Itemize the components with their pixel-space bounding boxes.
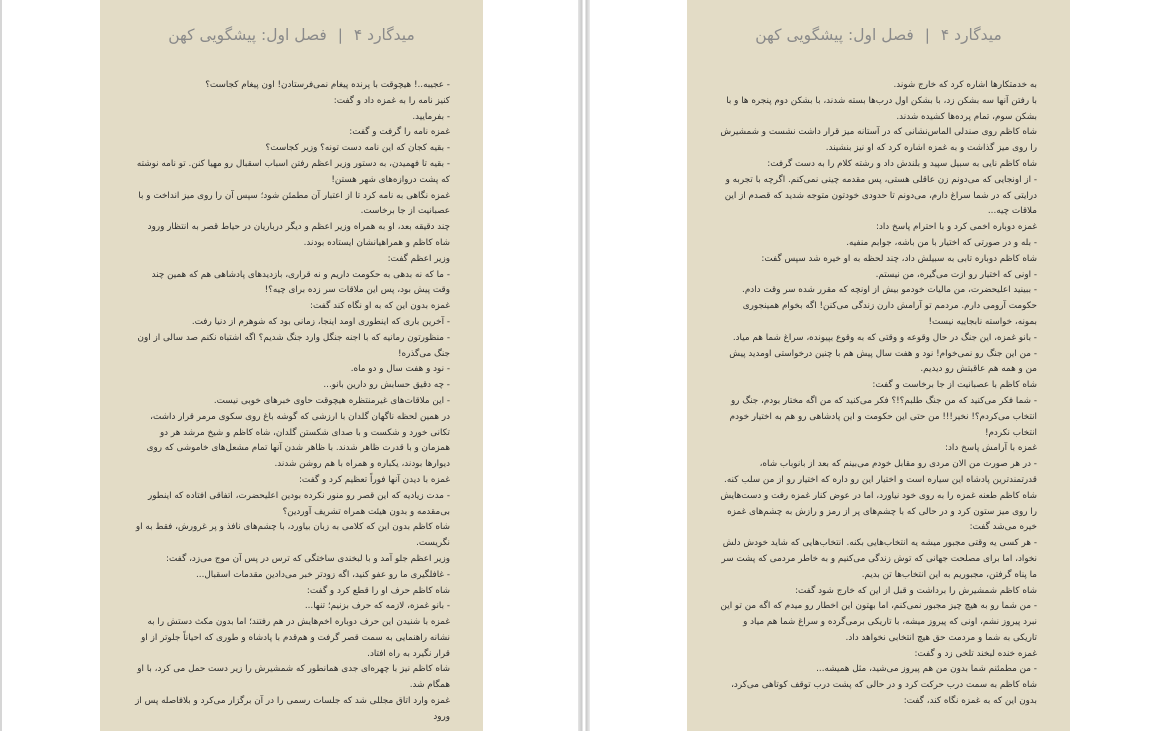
paragraph: چند دقیقه بعد، او به همراه وزیر اعظم و دیگر درباریان در حیاط قصر به انتظار ورود شاه کاظم و همراهیانشان ایستاده بودند.: [147, 222, 450, 248]
paragraph: در همین لحظه ناگهان گلدان با ارزشی که گوشه باغ روی سکوی مرمر قرار داشت، تکانی خورد و شکست و با صدای شکستن گلدان، شاه کاظم و شیخ مرشد هر دو همزمان و با قدرت ظاهر شدند. با ظاهر شدن آنها تمام مشعل‌های خاموشی که روی دیوارها بودند، یکباره و همراه با هم روشن شدند.: [146, 411, 450, 470]
paragraph: - ببینید اعلیحضرت، من مالیات خودمو بیش از اونچه که مقرر شده سر وقت دادم. حکومت آرومی دارم. مردمم تو آرامش دارن زندگی می‌کنن! اگه بخوام همینجوری بمونه، خواسته نابجاییه نیست!: [742, 285, 1037, 327]
paragraph: - از اونجایی که می‌دونم زن عاقلی هستی، پس مقدمه چینی نمی‌کنم. اگرچه با تجربه و درایتی که در شما سراغ دارم، می‌دونم تا حدودی خودتون متوجه شدید که قصدم از این ملاقات چیه...: [724, 174, 1037, 217]
paragraph: غمزه نامه را گرفت و گفت:: [349, 127, 450, 138]
paragraph: - بقیه تا فهمیدن، به دستور وزیر اعظم رفتن اسباب اسقبال رو مهیا کنن. تو نامه نوشته که پشت دروازه‌های شهر هستن!: [136, 158, 450, 185]
right-header-book: میدگارد ۴: [940, 26, 1002, 44]
paragraph: - بفرمایید.: [412, 111, 450, 122]
paragraph: به خدمتکارها اشاره کرد که خارج شوند.: [893, 80, 1037, 90]
paragraph: شاه کاظم بدون این که کلامی به زبان بیاورد، با چشم‌های نافذ و پر غرورش، فقط به او نگریست.: [135, 522, 450, 549]
paragraph: شاه کاظم حرف او را قطع کرد و گفت:: [306, 585, 450, 596]
paragraph: شاه کاظم با عصبانیت از جا برخاست و گفت:: [872, 380, 1037, 391]
left-header-separator: |: [337, 26, 343, 44]
paragraph: شاه کاظم شمشیرش را برداشت و قبل از این که خارج شود گفت:: [795, 585, 1037, 596]
paragraph: غمزه دوباره اخمی کرد و با احترام پاسخ داد:: [875, 222, 1037, 233]
paragraph: شاه کاظم نیز با چهره‌ای جدی همانطور که شمشیرش را زیر دست حمل می کرد، با او همگام شد.: [137, 664, 450, 691]
right-page: [687, 0, 1070, 731]
paragraph: - نود و هفت سال و دو ماه.: [350, 364, 450, 375]
paragraph: - در هر صورت من الان مردی رو مقابل خودم می‌بینم که بعد از بانوباب شاه، قدرتمندترین پادشاه این سیاره است و اختیار این رو داره که اختیار رو از من سلب کنه.: [724, 459, 1037, 485]
viewer-left-edge: [0, 0, 2, 731]
left-header-chapter: فصل اول: پیشگویی کهن: [168, 26, 327, 44]
paragraph: شاه کاظم نایی به سبیل سپید و بلندش داد و رشته کلام را به دست گرفت:: [767, 158, 1037, 169]
paragraph: - منظورتون رمانیه که با اجنه جنگل وارد جنگ شدیم؟ اگه اشتباه نکنم صد سالی از اون جنگ می‌گذره!: [137, 332, 450, 359]
paragraph: غمزه بدون این که به او نگاه کند گفت:: [310, 301, 450, 312]
paragraph: - من مطمئنم شما بدون من هم پیروز می‌شید، مثل همیشه...: [816, 664, 1037, 675]
paragraph: - عجیبه..! هیچوقت با پرنده پیغام نمی‌فرستادن! اون پیغام کجاست؟: [205, 80, 450, 90]
paragraph: - بقیه کجان که این نامه دست تونه؟ وزیر کجاست؟: [265, 143, 450, 154]
paragraph: شاه کاظم به سمت درب حرکت کرد و در حالی که پشت درب توقف کوتاهی می‌کرد، بدون این که به غمزه نگاه کند، گفت:: [731, 680, 1037, 707]
left-page-text: [132, 78, 450, 726]
paragraph: کنیز نامه را به غمزه داد و گفت:: [333, 95, 450, 106]
right-header-separator: |: [924, 26, 930, 44]
paragraph: - بانو غمزه، این جنگ در حال وقوعه و وقتی که به وقوع بپیونده، سراغ شما هم میاد.: [732, 332, 1037, 343]
paragraph: - چه دقیق حسابش رو دارین بانو...: [323, 380, 450, 391]
paragraph: - آخرین باری که اینطوری اومد اینجا، زمانی بود که شوهرم از دنیا رفت.: [191, 316, 450, 327]
left-page-header: [100, 26, 483, 44]
paragraph: غمزه با شنیدن این حرف دوباره اخم‌هایش در هم رفتند؛ اما بدون مکث دستش را به نشانه راهنمایی به سمت قصر گرفت و هم‌قدم با پادشاه و طوری که احیاناً جلوتر از او قرار نگیرد به راه افتاد.: [141, 617, 450, 659]
paragraph: غمزه با آرامش پاسخ داد:: [945, 443, 1037, 454]
paragraph: غمزه نگاهی به نامه کرد تا از اعتبار آن مطمئن شود؛ سپس آن را روی میز انداخت و با عصبانیت از جا برخاست.: [138, 190, 450, 217]
paragraph: شاه کاظم طعنه غمزه را به روی خود نیاورد، اما در عوض کنار غمزه رفت و دست‌هایش را روی میز ستون کرد و در حالی که با چشم‌های پر از رمز و رازش به چشم‌های غمزه خیره می‌شد گفت:: [720, 490, 1037, 533]
paragraph: - ما که نه بدهی به حکومت داریم و نه قراری، بازدیدهای پادشاهی هم که همین چند وقت پیش بود، پس این ملاقات سر زده برای چیه؟!: [151, 269, 450, 296]
paragraph: شاه کاظم دوباره تابی به سبیلش داد، چند لحظه به او خیره شد سپس گفت:: [761, 253, 1037, 264]
paragraph: - من شما رو به هیچ چیز مجبور نمی‌کنم، اما بهتون این اخطار رو میدم که اگه من تو این نبرد پیروز نشم، اونی که پیروز میشه، با تاریکی برمی‌گرده و سراغ شما هم میاد و تاریکی به شما و مردمت حق هیچ انتخابی نخواهد داد.: [720, 601, 1037, 643]
paragraph: با رفتن آنها سه بشکن زد، با بشکن اول درب‌ها بسته شدند، با بشکن دوم پنجره ها و با بشکن سوم، تمام پرده‌ها کشیده شدند.: [726, 95, 1037, 122]
right-page-text: [719, 78, 1037, 710]
paragraph: غمزه خنده لبخند تلخی زد و گفت:: [914, 648, 1037, 659]
paragraph: - بانو غمزه، لازمه که حرف بزنیم؛ تنها...: [304, 601, 450, 612]
right-page-header: [687, 26, 1070, 44]
paragraph: شاه کاظم روی صندلی الماس‌نشانی که در آستانه میز قرار داشت نشست و شمشیرش را روی میز گذاشت و به غمزه اشاره کرد که او نیز بنشیند.: [720, 127, 1037, 154]
paragraph: وزیر اعظم گفت:: [387, 253, 450, 264]
paragraph: - هر کسی یه وقتی مجبور میشه یه انتخاب‌هایی بکنه. انتخاب‌هایی که شاید خودش دلش نخواد، اما برای مصلحت جهانی که توش زندگی می‌کنیم و به خاطر مردمی که پشت سر ما پناه گرفتن، مجبوریم به این انتخاب‌ها تن بدیم.: [721, 538, 1037, 580]
paragraph: غمزه وارد اتاق مجللی شد که جلسات رسمی را در آن برگزار می‌کرد و بلافاصله پس از ورود: [135, 696, 450, 722]
right-header-chapter: فصل اول: پیشگویی کهن: [755, 26, 914, 44]
left-page: [100, 0, 483, 731]
paragraph: - بله و در صورتی که اختیار با من باشه، جوابم منفیه.: [846, 237, 1037, 248]
paragraph: - من این جنگ رو نمی‌خوام! نود و هفت سال پیش هم با چنین درخواستی اومدید پیش من و همه هم عاقبتش رو دیدیم.: [729, 348, 1037, 375]
book-spine-divider: [578, 0, 590, 731]
paragraph: - مدت زیادیه که این قصر رو منور نکرده بودین اعلیحضرت، اتفاقی افتاده که اینطور بی‌مقدمه و بدون هیئت همراه تشریف آوردین؟: [147, 490, 450, 517]
paragraph: - شما فکر می‌کنید که من جنگ طلبم؟!؟ فکر می‌کنید که من اگه مختار بودم، جنگ رو انتخاب می‌کردم؟! نخیر!!! من حتی این حکومت و این پادشاهی رو هم به اختیار خودم انتخاب نکردم!: [729, 395, 1037, 438]
paragraph: - این ملاقات‌های غیرمنتظره هیچوقت حاوی خبرهای خوبی نیست.: [213, 395, 450, 406]
paragraph: وزیر اعظم جلو آمد و با لبخندی ساختگی که ترس در پس آن موج می‌زد، گفت:: [166, 553, 450, 564]
paragraph: غمزه با دیدن آنها فوراً تعظیم کرد و گفت:: [298, 474, 450, 485]
paragraph: - غافلگیری ما رو عفو کنید، اگه زودتر خبر می‌دادین مقدمات اسقبال...: [196, 569, 450, 580]
left-header-book: میدگارد ۴: [353, 26, 415, 44]
paragraph: - اونی که اختیار رو ازت می‌گیره، من نیستم.: [875, 269, 1037, 280]
